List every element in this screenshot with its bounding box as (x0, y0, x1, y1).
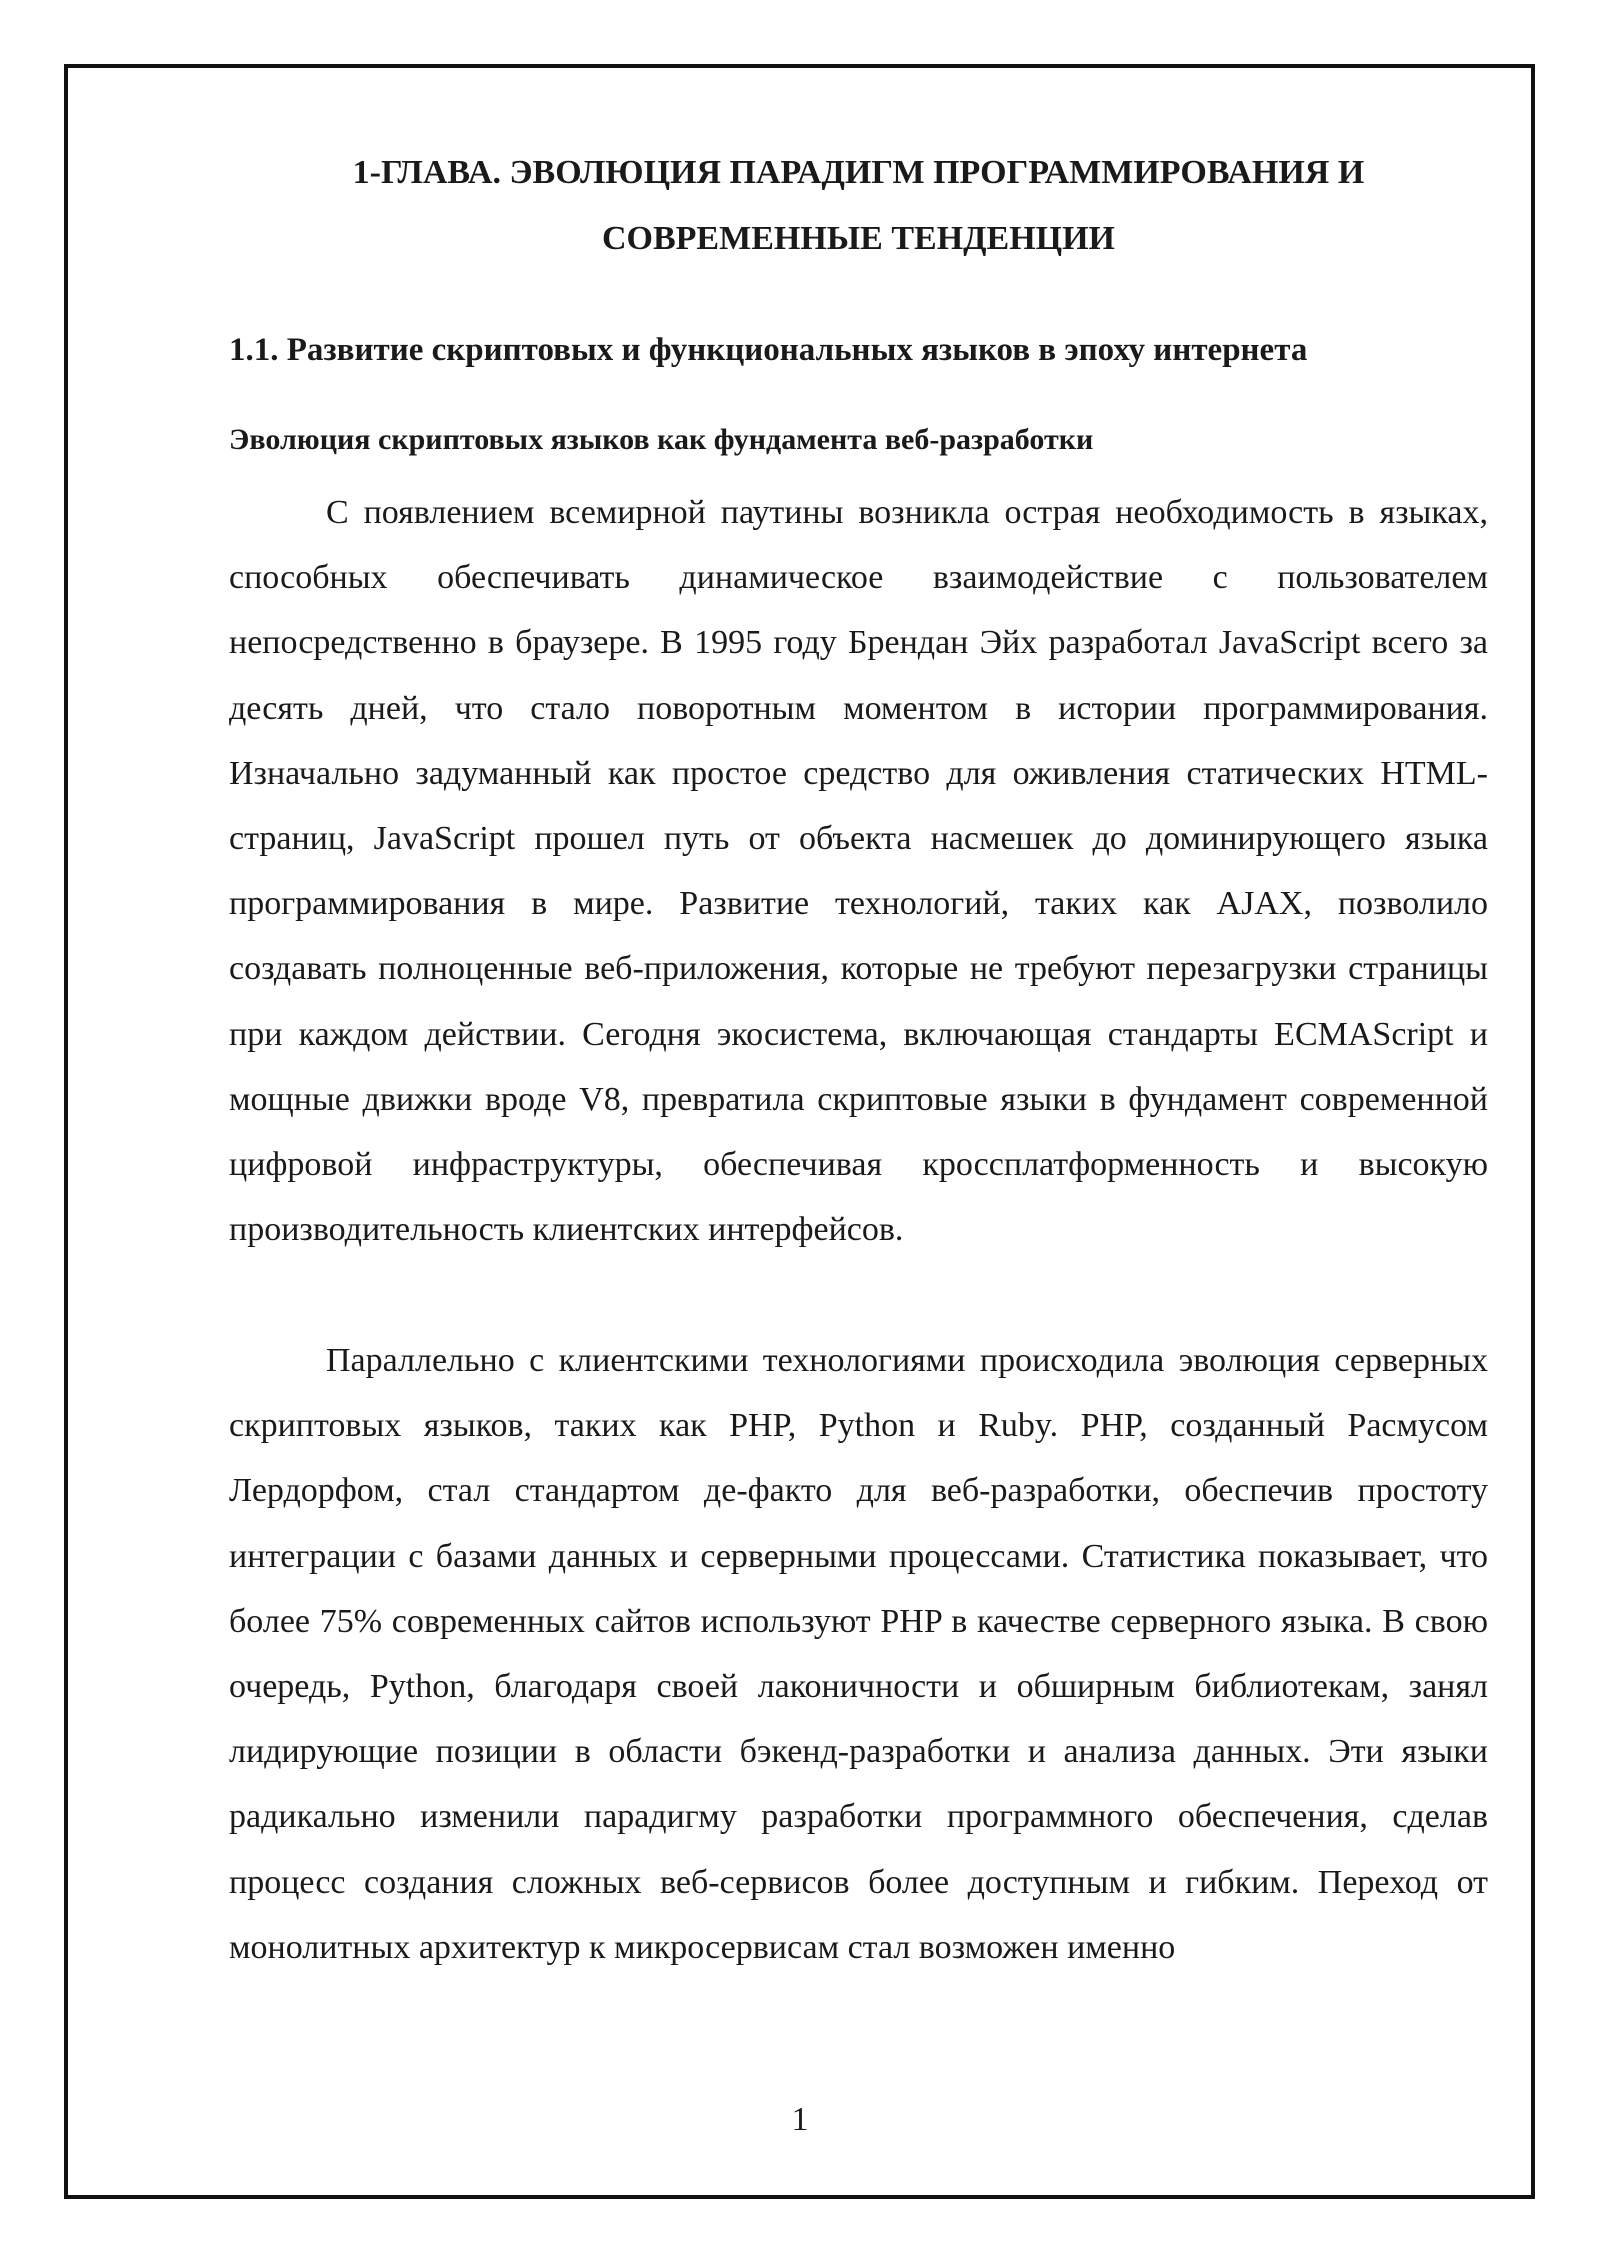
section-title: 1.1. Развитие скриптовых и функциональных языков в эпоху интернета (229, 332, 1308, 368)
chapter-title: 1-ГЛАВА. ЭВОЛЮЦИЯ ПАРАДИГМ ПРОГРАММИРОВАНИЯ И СОВРЕМЕННЫЕ ТЕНДЕНЦИИ (352, 154, 1365, 257)
page-number: 1 (791, 2101, 809, 2138)
body-paragraph: С появлением всемирной паутины возникла острая необходимость в языках, способных обеспечивать динамическое взаимодействие с пользователем непосредственно в браузере. В 1995 году Брендан Эйх разработал JavaScript всего за десять дней, что стало поворотным моментом в истории программирования. Изначально задуманный как простое средство для оживления статических HTML-страниц, JavaScript прошел путь от объекта насмешек до доминирующего языка программирования в мире. Развитие технологий, таких как AJAX, позволило создавать полноценные веб-приложения, которые не требуют перезагрузки страницы при каждом действии. Сегодня экосистема, включающая стандарты ECMAScript и мощные движки вроде V8, превратила скриптовые языки в фундамент современной цифровой инфраструктуры, обеспечивая кроссплатформенность и высокую производительность клиентских интерфейсов. (229, 494, 1488, 1249)
subsection-title: Эволюция скриптовых языков как фундамента веб-разработки (229, 423, 1094, 456)
body-paragraph: Параллельно с клиентскими технологиями происходила эволюция серверных скриптовых языков, таких как PHP, Python и Ruby. PHP, созданный Расмусом Лердорфом, стал стандартом де-факто для веб-разработки, обеспечив простоту интеграции с базами данных и серверными процессами. Статистика показывает, что более 75% современных сайтов используют PHP в качестве серверного языка. В свою очередь, Python, благодаря своей лаконичности и обширным библиотекам, занял лидирующие позиции в области бэкенд-разработки и анализа данных. Эти языки радикально изменили парадигму разработки программного обеспечения, сделав процесс создания сложных веб-сервисов более доступным и гибким. Переход от монолитных архитектур к микросервисам стал возможен именно (229, 1342, 1488, 1966)
